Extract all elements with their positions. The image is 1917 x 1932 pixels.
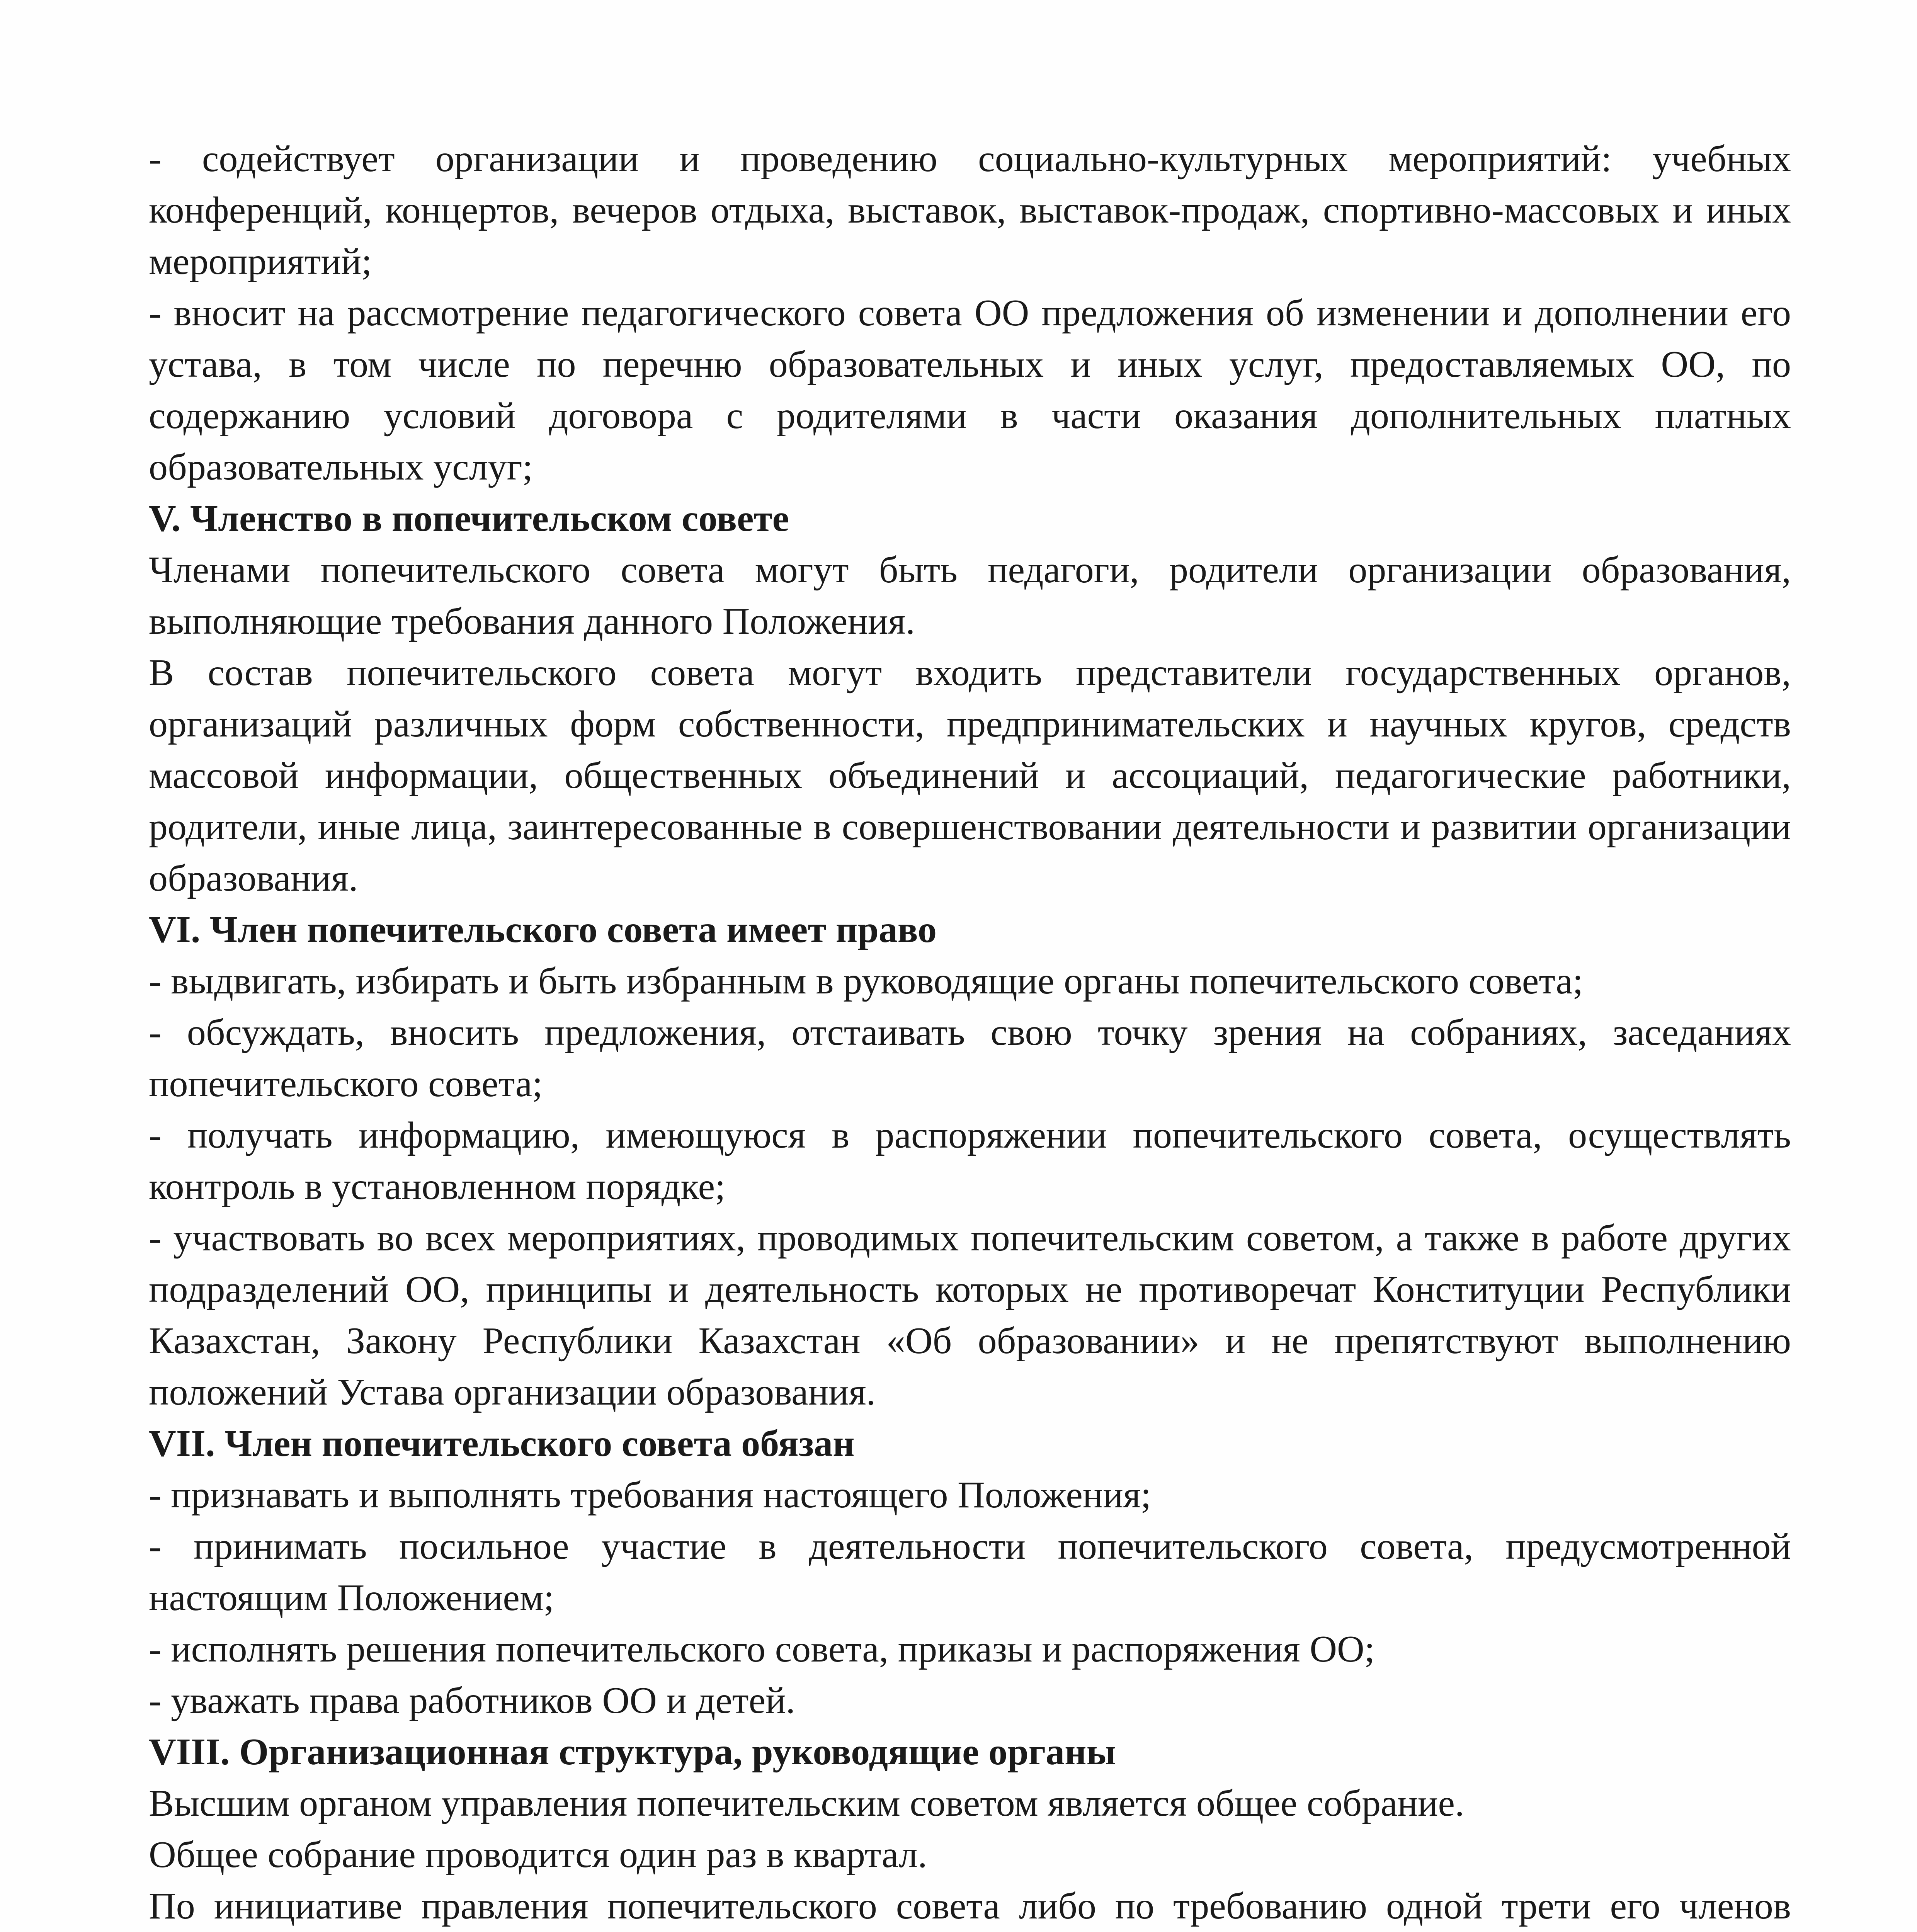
- paragraph-14: Общее собрание проводится один раз в квартал.: [149, 1834, 927, 1876]
- paragraph-4: В состав попечительского совета могут входить представители государственных органов, организаций различных форм собственности, предпринимательских и научных кругов, средств массовой информации, общественных объединений и ассоциаций, педагогические работники, родители, иные лица, заинтересованные в совершенствовании деятельности и развитии организации образования.: [149, 652, 1791, 899]
- paragraph-15: По инициативе правления попечительского совета либо по требованию одной трети его членов: [149, 1885, 1791, 1927]
- paragraph-5: - выдвигать, избирать и быть избранным в руководящие органы попечительского совета;: [149, 960, 1584, 1002]
- document-body: [149, 133, 1791, 1932]
- paragraph-8: - участвовать во всех мероприятиях, проводимых попечительским советом, а также в работе других подразделений ОО, принципы и деятельность которых не противоречат Конституции Республики Казахстан, Закону Республики Казахстан «Об образовании» и не препятствуют выполнению положений Устава организации образования.: [149, 1217, 1791, 1413]
- section-heading-6: VI. Член попечительского совета имеет право: [149, 909, 937, 951]
- paragraph-9: - признавать и выполнять требования настоящего Положения;: [149, 1474, 1152, 1516]
- section-heading-8: VIII. Организационная структура, руководящие органы: [149, 1731, 1116, 1773]
- paragraph-12: - уважать права работников ОО и детей.: [149, 1680, 796, 1721]
- paragraph-10: - принимать посильное участие в деятельности попечительского совета, предусмотренной настоящим Положением;: [149, 1526, 1791, 1619]
- paragraph-3: Членами попечительского совета могут быть педагоги, родители организации образования, выполняющие требования данного Положения.: [149, 549, 1791, 642]
- paragraph-6: - обсуждать, вносить предложения, отстаивать свою точку зрения на собраниях, заседаниях попечительского совета;: [149, 1012, 1791, 1105]
- paragraph-1: - содействует организации и проведению социально-культурных мероприятий: учебных конференций, концертов, вечеров отдыха, выставок, выставок-продаж, спортивно-массовых и иных мероприятий;: [149, 138, 1791, 282]
- paragraph-2: - вносит на рассмотрение педагогического совета ОО предложения об изменении и дополнении его устава, в том числе по перечню образовательных и иных услуг, предоставляемых ОО, по содержанию условий договора с родителями в части оказания дополнительных платных образовательных услуг;: [149, 292, 1791, 488]
- section-heading-5: V. Членство в попечительском совете: [149, 498, 789, 539]
- paragraph-13: Высшим органом управления попечительским советом является общее собрание.: [149, 1782, 1465, 1824]
- paragraph-7: - получать информацию, имеющуюся в распоряжении попечительского совета, осуществлять контроль в установленном порядке;: [149, 1114, 1791, 1208]
- section-heading-7: VII. Член попечительского совета обязан: [149, 1423, 855, 1464]
- paragraph-11: - исполнять решения попечительского совета, приказы и распоряжения ОО;: [149, 1628, 1375, 1670]
